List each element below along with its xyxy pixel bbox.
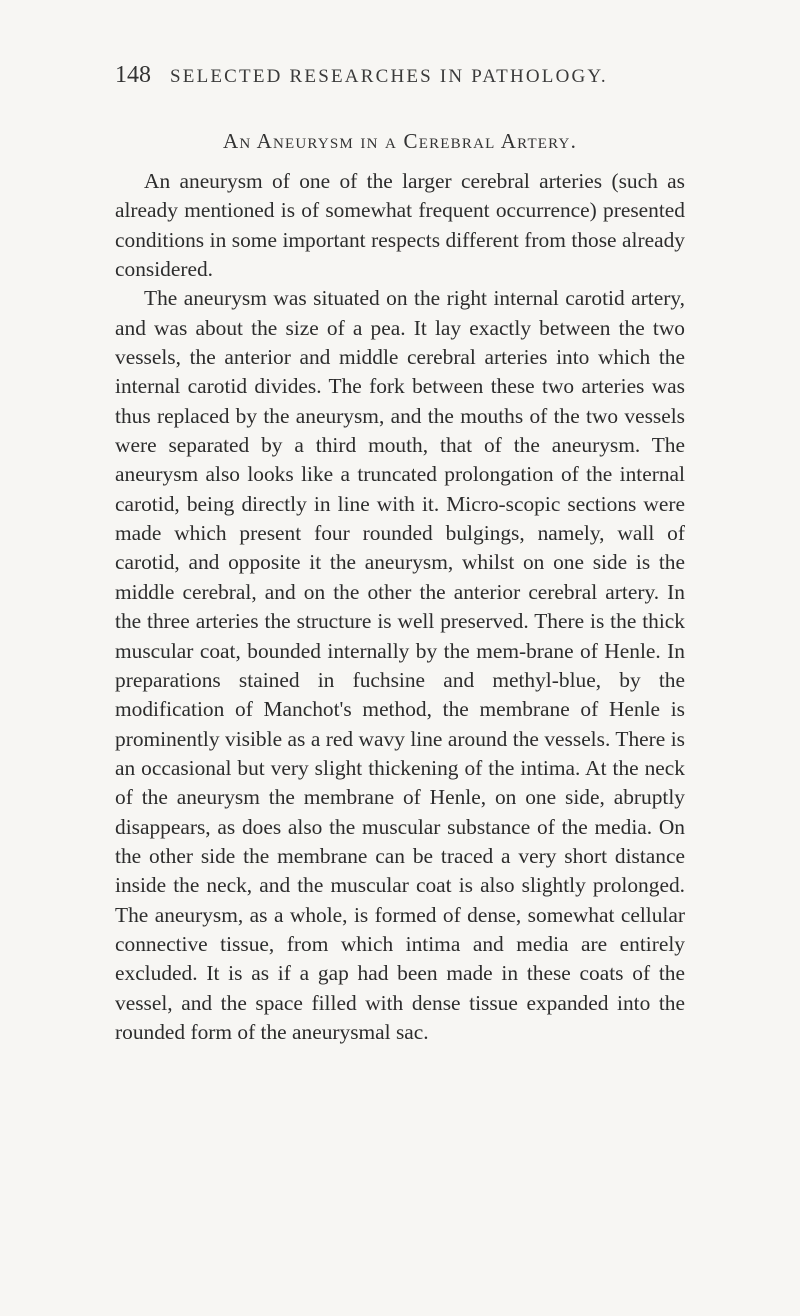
paragraph-intro: An aneurysm of one of the larger cerebral arteries (such as already mentioned is of somewhat frequent occurrence) presented conditions in some important respects different from those already considered. [115, 169, 685, 282]
body-text [115, 167, 685, 1047]
section-title: An Aneurysm in a Cerebral Artery. [222, 129, 578, 153]
paragraph-description: The aneurysm was situated on the right internal carotid artery, and was about the size of a pea. It lay exactly between the two vessels, the anterior and middle cerebral arteries into which the internal carotid divides. The fork between these two arteries was thus replaced by the aneurysm, and the mouths of the two vessels were separated by a third mouth, that of the aneurysm. The aneurysm also looks like a truncated prolongation of the internal carotid, being directly in line with it. Micro-scopic sections were made which present four rounded bulgings, namely, wall of carotid, and opposite it the aneurysm, whilst on one side is the middle cerebral, and on the other the anterior cerebral artery. In the three arteries the structure is well preserved. There is the thick muscular coat, bounded internally by the mem-brane of Henle. In preparations stained in fuchsine and methyl-blue, by the modification of Manchot's method, the membrane of Henle is prominently visible as a red wavy line around the vessels. There is an occasional but very slight thickening of the intima. At the neck of the aneurysm the membrane of Henle, on one side, abruptly disappears, as does also the muscular substance of the media. On the other side the membrane can be traced a very short distance inside the neck, and the muscular coat is also slightly prolonged. The aneurysm, as a whole, is formed of dense, somewhat cellular connective tissue, from which intima and media are entirely excluded. It is as if a gap had been made in these coats of the vessel, and the space filled with dense tissue expanded into the rounded form of the aneurysmal sac. [115, 286, 685, 1044]
page-number: 148 [115, 62, 151, 88]
running-head [115, 62, 685, 102]
running-title: SELECTED RESEARCHES IN PATHOLOGY. [170, 66, 608, 87]
